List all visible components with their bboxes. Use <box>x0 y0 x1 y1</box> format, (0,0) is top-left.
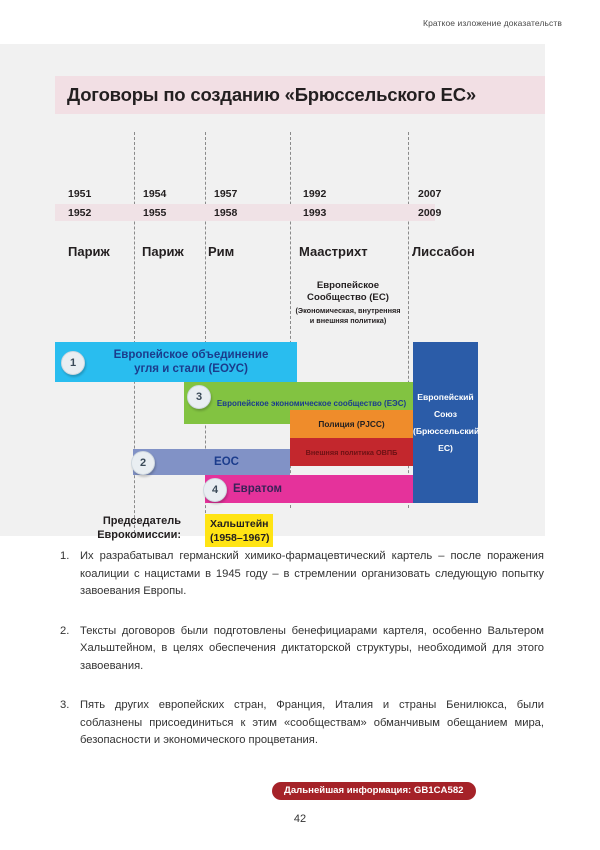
eu-line4: ЕС) <box>438 442 453 453</box>
year-bottom-4: 1993 <box>303 207 327 219</box>
ec-caption-line4: и внешняя политика) <box>309 316 387 325</box>
list-item-number: 2. <box>60 624 70 637</box>
bar-eec-label: Европейское экономическое сообщество (ЕЭС) <box>216 398 407 408</box>
list-item-text: Тексты договоров были подготовлены бенефициарами картеля, особенно Вальтером Хальштейном, в целях обеспечения диктаторской структуры, необходимой для этого завоевания. <box>80 624 544 672</box>
bar-police <box>290 410 413 438</box>
eu-line3: (Брюссельский <box>413 425 480 436</box>
bar-ecsc-label <box>55 348 297 376</box>
timeline-divider-1 <box>134 132 135 538</box>
badge-1: 1 <box>61 351 85 375</box>
chairman-name: Хальштейн <box>210 517 269 530</box>
badge-2: 2 <box>131 451 155 475</box>
year-bottom-1: 1952 <box>68 207 92 219</box>
city-2: Париж <box>142 244 184 259</box>
eu-line1: Европейский <box>417 391 474 402</box>
badge-4: 4 <box>203 478 227 502</box>
bar-cfsp <box>290 438 413 466</box>
bar-eu-label <box>413 389 478 457</box>
bar-police-label: Полиция (PJCC) <box>318 419 385 429</box>
chairman-label-line2: Еврокомиссии: <box>97 529 181 541</box>
year-band <box>55 204 435 221</box>
bar-ecsc <box>55 342 297 382</box>
bar-cfsp-label: Внешняя политика ОВПБ <box>305 447 398 457</box>
year-top-4: 1992 <box>303 188 327 200</box>
chairman-label <box>63 514 181 542</box>
more-info-badge[interactable] <box>272 782 476 800</box>
list-item <box>60 623 544 676</box>
year-bottom-5: 2009 <box>418 207 442 219</box>
list-item <box>60 697 544 750</box>
city-4: Маастрихт <box>299 244 368 259</box>
ec-caption <box>282 280 414 326</box>
bar-ecsc-label-line1: Европейское объединение <box>113 349 269 361</box>
year-bottom-2: 1955 <box>143 207 167 219</box>
eu-line2: Союз <box>433 408 458 419</box>
more-info-label: Дальнейшая информация: GB1CA582 <box>284 785 464 796</box>
city-1: Париж <box>68 244 110 259</box>
figure-title: Договоры по созданию «Брюссельского ЕС» <box>67 84 476 105</box>
ec-caption-line1: Европейское <box>316 280 380 291</box>
list-item-number: 1. <box>60 550 70 562</box>
list-item-text: Пять других европейских стран, Франция, Италия и страны Бенилюкса, были соблазнены присоединиться к этим «сообществам» обманчивым обещанием мира, безопасности и экономического процветания. <box>80 699 544 746</box>
bar-european-union <box>413 342 478 503</box>
body-list <box>60 548 544 750</box>
chairman-years: (1958–1967) <box>210 531 270 544</box>
chairman-label-line1: Председатель <box>102 515 181 527</box>
year-top-3: 1957 <box>214 188 238 200</box>
figure-panel <box>0 44 545 544</box>
bar-euratom <box>205 475 413 503</box>
city-3: Рим <box>208 244 235 259</box>
city-5: Лиссабон <box>412 244 475 259</box>
running-header: Краткое изложение доказательств <box>423 18 562 28</box>
bar-ecsc-label-line2: угля и стали (ЕОУС) <box>134 363 248 375</box>
list-item <box>60 548 544 601</box>
bar-euratom-label: Евратом <box>233 483 283 495</box>
year-top-1: 1951 <box>68 188 92 200</box>
ec-caption-line2: Сообщество (ЕС) <box>307 292 389 303</box>
page-number: 42 <box>293 813 307 825</box>
figure-title-bar <box>55 76 545 114</box>
ec-caption-line3: (Экономическая, внутренняя <box>295 306 401 315</box>
list-item-number: 3. <box>60 699 70 711</box>
chairman-highlight-box <box>205 514 273 547</box>
year-bottom-3: 1958 <box>214 207 238 219</box>
year-top-5: 2007 <box>418 188 442 200</box>
bar-edc <box>133 449 290 475</box>
bar-edc-label: ЕОС <box>214 456 239 468</box>
year-top-2: 1954 <box>143 188 167 200</box>
list-item-text: Их разрабатывал германский химико-фармацевтический картель – после поражения коалиции с нацистами в 1945 году – в стремлении организовать следующую попытку завоевания Европы. <box>80 550 544 597</box>
badge-3: 3 <box>187 385 211 409</box>
